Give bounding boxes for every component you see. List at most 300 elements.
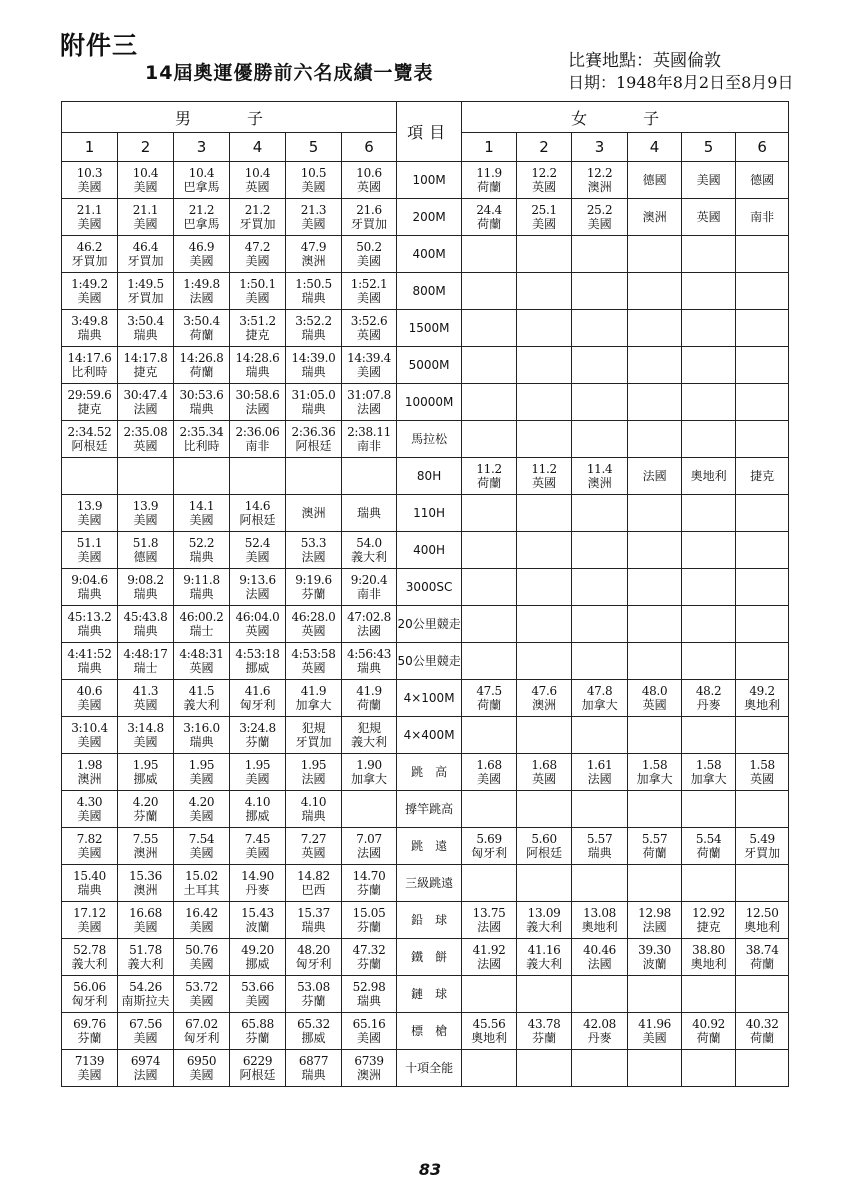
nation: 牙買加 — [239, 217, 276, 231]
men-result-cell — [342, 680, 397, 717]
women-result-cell — [572, 458, 628, 495]
nation: 瑞典 — [301, 365, 326, 379]
women-result-cell — [736, 495, 789, 532]
nation: 瑞典 — [189, 550, 214, 564]
men-result-cell — [286, 310, 342, 347]
performance: 犯規 — [301, 721, 326, 735]
results-body — [62, 162, 789, 1087]
men-result-cell — [62, 791, 118, 828]
women-result-cell — [462, 865, 517, 902]
nation: 法國 — [301, 772, 326, 786]
women-result-cell — [628, 606, 682, 643]
men-result-cell — [62, 902, 118, 939]
men-result-cell — [62, 421, 118, 458]
women-result-cell — [682, 1013, 736, 1050]
nation: 芬蘭 — [301, 994, 326, 1008]
men-result-cell — [118, 199, 174, 236]
performance: 5.57 — [586, 832, 613, 846]
nation: 美國 — [357, 365, 382, 379]
nation: 英國 — [750, 772, 775, 786]
performance: 45:43.8 — [123, 610, 168, 624]
nation: 英國 — [357, 180, 382, 194]
women-result-cell — [736, 310, 789, 347]
nation: 阿根廷 — [239, 1068, 276, 1082]
event-name: 鐵 餅 — [397, 939, 462, 976]
nation: 瑞典 — [133, 328, 158, 342]
performance: 1:50.5 — [295, 277, 332, 291]
women-result-cell — [462, 976, 517, 1013]
nation: 美國 — [133, 1031, 158, 1045]
men-result-cell — [342, 791, 397, 828]
men-result-cell — [62, 754, 118, 791]
men-rank-4: 4 — [230, 133, 286, 162]
performance: 51.78 — [129, 943, 162, 957]
nation: 美國 — [642, 1031, 667, 1045]
women-result-cell — [628, 828, 682, 865]
nation: 澳洲 — [642, 210, 667, 224]
nation: 澳洲 — [77, 772, 102, 786]
men-result-cell — [342, 754, 397, 791]
nation: 瑞典 — [189, 402, 214, 416]
nation: 捷克 — [696, 920, 721, 934]
nation: 南斯拉夫 — [121, 994, 170, 1008]
women-result-cell — [682, 162, 736, 199]
nation: 荷蘭 — [477, 180, 502, 194]
table-row — [62, 791, 789, 828]
performance: 10.6 — [356, 166, 382, 180]
women-result-cell — [517, 236, 572, 273]
nation: 牙買加 — [351, 217, 388, 231]
men-result-cell — [342, 532, 397, 569]
men-rank-5: 5 — [286, 133, 342, 162]
performance: 14:17.8 — [123, 351, 168, 365]
event-name: 5000M — [397, 347, 462, 384]
nation: 英國 — [301, 661, 326, 675]
nation: 美國 — [77, 846, 102, 860]
event-name: 800M — [397, 273, 462, 310]
table-row — [62, 347, 789, 384]
nation: 南非 — [750, 210, 775, 224]
men-header: 男 子 — [62, 102, 397, 133]
women-result-cell — [628, 1013, 682, 1050]
performance: 1.95 — [188, 758, 215, 772]
performance: 50.76 — [185, 943, 218, 957]
men-result-cell — [230, 1050, 286, 1087]
women-result-cell — [572, 199, 628, 236]
performance: 14.70 — [352, 869, 386, 883]
women-result-cell — [517, 532, 572, 569]
men-result-cell — [342, 1050, 397, 1087]
table-row — [62, 754, 789, 791]
performance: 21.1 — [132, 203, 159, 217]
performance: 39.30 — [638, 943, 671, 957]
performance: 2:34.52 — [67, 425, 112, 439]
men-result-cell — [342, 162, 397, 199]
performance: 6877 — [298, 1054, 329, 1068]
nation: 芬蘭 — [357, 957, 382, 971]
women-result-cell — [462, 532, 517, 569]
performance: 3:49.8 — [71, 314, 108, 328]
men-result-cell — [118, 1013, 174, 1050]
performance: 40.46 — [583, 943, 616, 957]
men-result-cell — [118, 384, 174, 421]
nation: 加拿大 — [581, 698, 618, 712]
performance: 3:51.2 — [239, 314, 276, 328]
nation: 澳洲 — [301, 506, 326, 520]
nation: 英國 — [696, 210, 721, 224]
men-result-cell — [62, 939, 118, 976]
women-result-cell — [517, 939, 572, 976]
performance: 41.5 — [188, 684, 215, 698]
men-result-cell — [118, 1050, 174, 1087]
men-result-cell — [342, 310, 397, 347]
performance: 54.0 — [356, 536, 382, 550]
performance: 13.75 — [472, 906, 506, 920]
women-result-cell — [682, 680, 736, 717]
nation: 巴拿馬 — [183, 217, 220, 231]
women-result-cell — [736, 976, 789, 1013]
women-rank-1: 1 — [462, 133, 517, 162]
performance: 41.3 — [132, 684, 159, 698]
event-name: 1500M — [397, 310, 462, 347]
men-result-cell — [118, 162, 174, 199]
nation: 法國 — [133, 402, 158, 416]
women-result-cell — [628, 791, 682, 828]
women-result-cell — [572, 162, 628, 199]
performance: 11.9 — [476, 166, 502, 180]
women-result-cell — [517, 717, 572, 754]
nation: 牙買加 — [71, 254, 108, 268]
performance: 3:10.4 — [71, 721, 108, 735]
women-result-cell — [682, 865, 736, 902]
men-result-cell — [62, 347, 118, 384]
men-result-cell — [342, 458, 397, 495]
men-result-cell — [342, 384, 397, 421]
performance: 7139 — [74, 1054, 105, 1068]
nation: 法國 — [642, 469, 667, 483]
nation: 澳洲 — [357, 1068, 382, 1082]
performance: 9:20.4 — [350, 573, 388, 587]
nation: 荷蘭 — [750, 957, 775, 971]
nation: 芬蘭 — [133, 809, 158, 823]
women-result-cell — [517, 1050, 572, 1087]
men-result-cell — [230, 495, 286, 532]
performance: 4:41:52 — [67, 647, 112, 661]
event-name: 三級跳遠 — [397, 865, 462, 902]
nation: 美國 — [357, 291, 382, 305]
performance: 48.2 — [695, 684, 722, 698]
women-result-cell — [572, 976, 628, 1013]
women-result-cell — [628, 162, 682, 199]
table-row — [62, 865, 789, 902]
event-name: 4×400M — [397, 717, 462, 754]
women-result-cell — [572, 902, 628, 939]
women-result-cell — [682, 458, 736, 495]
performance: 15.02 — [185, 869, 218, 883]
men-result-cell — [174, 754, 230, 791]
women-result-cell — [736, 458, 789, 495]
nation: 荷蘭 — [696, 1031, 721, 1045]
women-result-cell — [628, 310, 682, 347]
nation: 美國 — [189, 994, 214, 1008]
nation: 法國 — [189, 291, 214, 305]
men-result-cell — [342, 421, 397, 458]
women-result-cell — [682, 939, 736, 976]
women-result-cell — [682, 902, 736, 939]
men-result-cell — [230, 976, 286, 1013]
performance: 14.82 — [297, 869, 330, 883]
nation: 巴拿馬 — [183, 180, 220, 194]
nation: 法國 — [587, 772, 612, 786]
nation: 南非 — [357, 439, 382, 453]
nation: 荷蘭 — [477, 476, 502, 490]
women-result-cell — [517, 569, 572, 606]
men-result-cell — [62, 680, 118, 717]
women-result-cell — [628, 865, 682, 902]
men-result-cell — [62, 162, 118, 199]
women-result-cell — [736, 236, 789, 273]
nation: 芬蘭 — [532, 1031, 557, 1045]
women-result-cell — [736, 791, 789, 828]
nation: 加拿大 — [295, 698, 332, 712]
women-result-cell — [628, 754, 682, 791]
nation: 英國 — [245, 624, 270, 638]
performance: 49.2 — [749, 684, 775, 698]
performance: 4.30 — [76, 795, 103, 809]
men-result-cell — [62, 606, 118, 643]
women-result-cell — [628, 458, 682, 495]
performance: 4.20 — [188, 795, 215, 809]
nation: 瑞典 — [77, 624, 102, 638]
nation: 美國 — [133, 217, 158, 231]
nation: 挪威 — [133, 772, 158, 786]
performance: 1.68 — [531, 758, 557, 772]
event-name: 110H — [397, 495, 462, 532]
performance: 12.98 — [638, 906, 671, 920]
women-result-cell — [572, 421, 628, 458]
table-row — [62, 939, 789, 976]
nation: 澳洲 — [133, 883, 158, 897]
table-row — [62, 643, 789, 680]
performance: 1.58 — [695, 758, 722, 772]
nation: 義大利 — [526, 957, 563, 971]
nation: 美國 — [77, 809, 102, 823]
performance: 1.61 — [586, 758, 613, 772]
performance: 52.78 — [73, 943, 106, 957]
performance: 4.20 — [132, 795, 159, 809]
men-result-cell — [174, 236, 230, 273]
women-result-cell — [736, 606, 789, 643]
performance: 40.6 — [76, 684, 103, 698]
men-result-cell — [62, 458, 118, 495]
performance: 47.6 — [531, 684, 557, 698]
performance: 38.80 — [692, 943, 725, 957]
men-result-cell — [286, 199, 342, 236]
performance: 1:49.8 — [183, 277, 220, 291]
event-name: 跳 遠 — [397, 828, 462, 865]
nation: 英國 — [301, 846, 326, 860]
nation: 瑞典 — [189, 587, 214, 601]
performance: 9:08.2 — [127, 573, 164, 587]
women-result-cell — [462, 680, 517, 717]
men-result-cell — [286, 939, 342, 976]
women-result-cell — [682, 643, 736, 680]
nation: 捷克 — [750, 469, 775, 483]
men-result-cell — [342, 643, 397, 680]
table-row — [62, 717, 789, 754]
performance: 15.36 — [129, 869, 162, 883]
nation: 荷蘭 — [477, 217, 502, 231]
nation: 牙買加 — [127, 254, 164, 268]
performance: 14.90 — [241, 869, 274, 883]
women-result-cell — [517, 643, 572, 680]
women-result-cell — [736, 421, 789, 458]
table-row — [62, 1013, 789, 1050]
men-result-cell — [286, 1050, 342, 1087]
performance: 14.6 — [244, 499, 271, 513]
men-result-cell — [230, 643, 286, 680]
women-result-cell — [572, 532, 628, 569]
event-name: 50公里競走 — [397, 643, 462, 680]
nation: 阿根廷 — [295, 439, 332, 453]
performance: 15.05 — [352, 906, 386, 920]
table-row — [62, 199, 789, 236]
performance: 7.07 — [356, 832, 382, 846]
nation: 德國 — [750, 173, 775, 187]
table-row — [62, 236, 789, 273]
women-result-cell — [628, 347, 682, 384]
nation: 芬蘭 — [357, 920, 382, 934]
men-result-cell — [286, 458, 342, 495]
event-name: 十項全能 — [397, 1050, 462, 1087]
nation: 芬蘭 — [245, 735, 270, 749]
men-result-cell — [174, 939, 230, 976]
performance: 7.82 — [76, 832, 103, 846]
page-number: 83 — [418, 1160, 442, 1179]
men-result-cell — [174, 680, 230, 717]
event-name: 400M — [397, 236, 462, 273]
performance: 51.8 — [132, 536, 159, 550]
women-result-cell — [628, 532, 682, 569]
women-result-cell — [736, 939, 789, 976]
table-row — [62, 1050, 789, 1087]
men-result-cell — [286, 162, 342, 199]
nation: 瑞典 — [133, 587, 158, 601]
men-result-cell — [174, 828, 230, 865]
performance: 10.4 — [188, 166, 215, 180]
men-result-cell — [174, 1050, 230, 1087]
men-result-cell — [342, 1013, 397, 1050]
nation: 荷蘭 — [696, 846, 721, 860]
women-result-cell — [628, 236, 682, 273]
performance: 31:07.8 — [347, 388, 391, 402]
men-result-cell — [174, 310, 230, 347]
nation: 波蘭 — [642, 957, 667, 971]
performance: 13.9 — [132, 499, 159, 513]
performance: 1.98 — [76, 758, 103, 772]
women-result-cell — [462, 643, 517, 680]
nation: 英國 — [133, 439, 158, 453]
nation: 美國 — [477, 772, 502, 786]
performance: 4:53:58 — [291, 647, 336, 661]
women-result-cell — [462, 421, 517, 458]
women-result-cell — [682, 310, 736, 347]
men-result-cell — [62, 532, 118, 569]
performance: 4:53:18 — [235, 647, 280, 661]
nation: 英國 — [133, 698, 158, 712]
women-result-cell — [628, 717, 682, 754]
women-result-cell — [462, 791, 517, 828]
men-result-cell — [286, 1013, 342, 1050]
nation: 美國 — [245, 846, 270, 860]
performance: 46:04.0 — [235, 610, 280, 624]
nation: 美國 — [77, 550, 102, 564]
women-result-cell — [682, 976, 736, 1013]
performance: 1.68 — [476, 758, 502, 772]
nation: 美國 — [133, 920, 158, 934]
women-result-cell — [572, 643, 628, 680]
performance: 21.2 — [244, 203, 271, 217]
men-result-cell — [342, 976, 397, 1013]
performance: 4.10 — [244, 795, 271, 809]
men-result-cell — [174, 643, 230, 680]
women-result-cell — [628, 1050, 682, 1087]
event-name: 20公里競走 — [397, 606, 462, 643]
women-result-cell — [572, 680, 628, 717]
nation: 英國 — [357, 328, 382, 342]
nation: 瑞典 — [133, 624, 158, 638]
performance: 6974 — [130, 1054, 161, 1068]
performance: 5.54 — [695, 832, 722, 846]
men-result-cell — [286, 976, 342, 1013]
men-result-cell — [118, 421, 174, 458]
performance: 46.4 — [132, 240, 159, 254]
event-name: 200M — [397, 199, 462, 236]
performance: 16.42 — [185, 906, 218, 920]
nation: 荷蘭 — [477, 698, 502, 712]
men-result-cell — [286, 532, 342, 569]
performance: 40.92 — [692, 1017, 725, 1031]
performance: 1.95 — [300, 758, 327, 772]
nation: 法國 — [301, 550, 326, 564]
performance: 21.6 — [356, 203, 382, 217]
performance: 3:14.8 — [127, 721, 164, 735]
performance: 46.9 — [188, 240, 215, 254]
event-name: 3000SC — [397, 569, 462, 606]
men-result-cell — [230, 273, 286, 310]
men-result-cell — [230, 754, 286, 791]
performance: 9:11.8 — [183, 573, 220, 587]
nation: 牙買加 — [295, 735, 332, 749]
men-result-cell — [286, 347, 342, 384]
women-rank-4: 4 — [628, 133, 682, 162]
men-result-cell — [62, 384, 118, 421]
men-result-cell — [286, 902, 342, 939]
nation: 瑞典 — [357, 661, 382, 675]
table-row — [62, 976, 789, 1013]
nation: 義大利 — [71, 957, 108, 971]
performance: 30:58.6 — [235, 388, 280, 402]
women-result-cell — [572, 273, 628, 310]
nation: 瑞典 — [301, 1068, 326, 1082]
women-result-cell — [462, 606, 517, 643]
performance: 48.20 — [297, 943, 330, 957]
performance: 53.66 — [241, 980, 274, 994]
nation: 美國 — [189, 846, 214, 860]
men-result-cell — [62, 643, 118, 680]
nation: 英國 — [301, 624, 326, 638]
women-result-cell — [462, 236, 517, 273]
